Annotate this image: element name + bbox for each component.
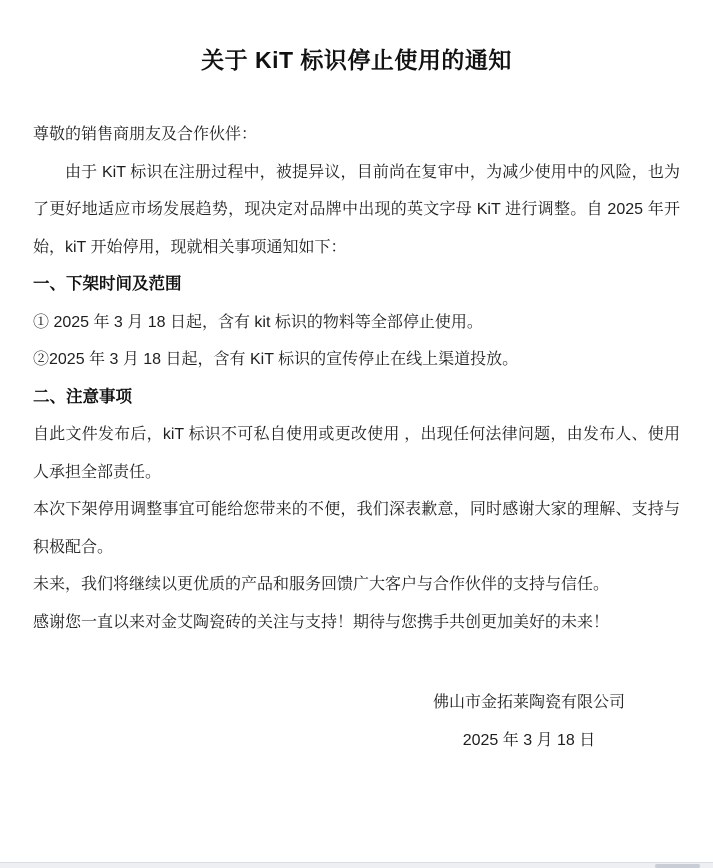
scrollbar-thumb[interactable] [655, 864, 700, 868]
section1-item-2: ②2025 年 3 月 18 日起，含有 KiT 标识的宣传停止在线上渠道投放。 [33, 351, 519, 368]
horizontal-scrollbar[interactable] [0, 862, 713, 868]
section2-paragraph-4: 感谢您一直以来对金艾陶瓷砖的关注与支持！期待与您携手共创更加美好的未来！ [33, 613, 610, 631]
section2-paragraph-2: 本次下架停用调整事宜可能给您带来的不便，我们深表歉意，同时感谢大家的理解、支持与积极配合。 [33, 501, 680, 556]
section1-item-1: ① 2025 年 3 月 18 日起，含有 kit 标识的物料等全部停止使用。 [33, 313, 483, 331]
section2-paragraph-1: 自此文件发布后，kiT 标识不可私自使用或更改使用 ，出现任何法律问题，由发布人、使用人承担全部责任。 [33, 426, 680, 481]
signature-company: 佛山市金拓莱陶瓷有限公司 [432, 694, 625, 711]
greeting-line: 尊敬的销售商朋友及合作伙伴： [33, 126, 258, 143]
section2-heading: 二、注意事项 [33, 387, 132, 406]
section1-heading: 一、下架时间及范围 [33, 275, 182, 293]
signature-date: 2025 年 3 月 18 日 [462, 731, 596, 749]
section2-paragraph-3: 未来，我们将继续以更优质的产品和服务回馈广大客户与合作伙伴的支持与信任。 [33, 576, 610, 593]
document-title: 关于 KiT 标识停止使用的通知 [201, 47, 512, 73]
signature-block [433, 684, 625, 759]
intro-paragraph: 由于 KiT 标识在注册过程中，被提异议，目前尚在复审中，为减少使用中的风险，也为了更好地适应市场发展趋势，现决定对品牌中出现的英文字母 KiT 进行调整。自 2025 年开始，kiT 开始停用，现就相关事项通知如下： [33, 163, 680, 256]
